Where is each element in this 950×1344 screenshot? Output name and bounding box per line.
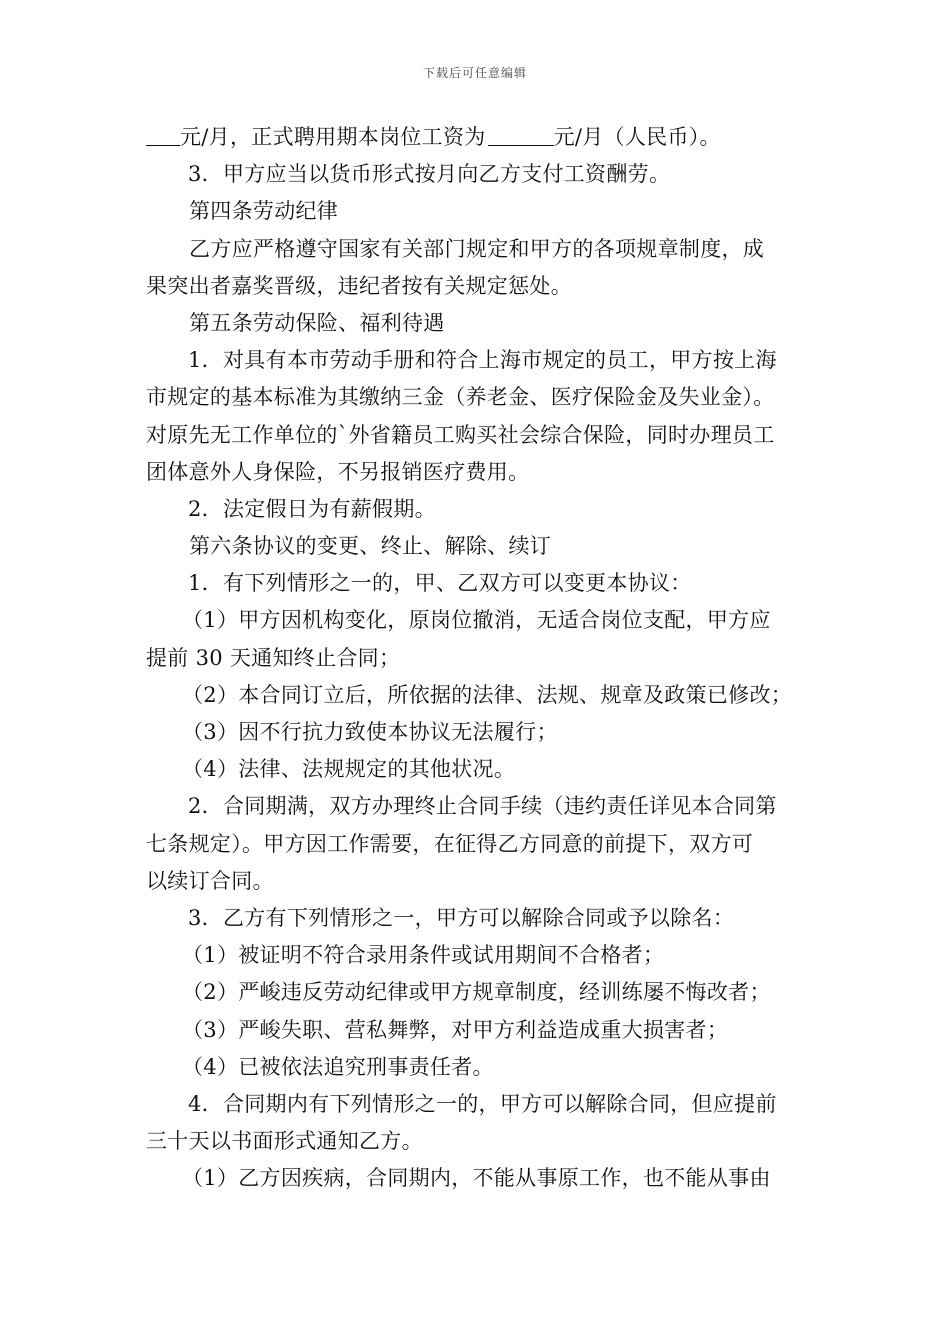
paragraph-line: 3．甲方应当以货币形式按月向乙方支付工资酬劳。 [188, 162, 671, 187]
paragraph-line: 果突出者嘉奖晋级，违纪者按有关规定惩处。 [146, 273, 572, 298]
list-item: （2）严峻违反劳动纪律或甲方规章制度，经训练屡不悔改者； [182, 980, 771, 1005]
header-note: 下载后可任意编辑 [422, 66, 527, 80]
list-item: （1）被证明不符合录用条件或试用期间不合格者； [182, 943, 665, 968]
salary-text-a: 元/月，正式聘用期本岗位工资为 [180, 125, 486, 149]
salary-line [146, 119, 816, 156]
paragraph-line: 乙方应严格遵守国家有关部门规定和甲方的各项规章制度，成 [189, 236, 765, 261]
blank-field [488, 125, 554, 146]
section-heading: 第六条协议的变更、终止、解除、续订 [189, 534, 552, 559]
paragraph-line: 1．对具有本市劳动手册和符合上海市规定的员工，甲方按上海 [188, 348, 777, 373]
paragraph-line: 4．合同期内有下列情形之一的，甲方可以解除合同，但应提前 [188, 1091, 777, 1116]
salary-text-b: 元/月（人民币）。 [553, 125, 721, 149]
list-item: （4）法律、法规规定的其他状况。 [182, 757, 516, 782]
document-body [146, 119, 816, 1197]
list-item: （1）乙方因疾病，合同期内，不能从事原工作，也不能从事由 [182, 1166, 771, 1191]
paragraph-line: 对原先无工作单位的`外省籍员工购买社会综合保险，同时办理员工 [146, 422, 775, 447]
list-item: （4）已被依法追究刑事责任者。 [182, 1054, 494, 1079]
paragraph-line: 市规定的基本标准为其缴纳三金（养老金、医疗保险金及失业金）。 [146, 385, 775, 410]
paragraph-line: 3．乙方有下列情形之一，甲方可以解除合同或予以除名： [188, 905, 735, 930]
paragraph-line: 提前 30 天通知终止合同； [146, 645, 401, 670]
list-item: （3）因不行抗力致使本协议无法履行； [182, 720, 558, 744]
paragraph-line: 以续订合同。 [146, 868, 274, 893]
list-item: （1）甲方因机构变化，原岗位撤消，无适合岗位支配，甲方应 [182, 608, 771, 633]
section-heading: 第五条劳动保险、福利待遇 [189, 310, 445, 335]
paragraph-line: 1．有下列情形之一的，甲、乙双方可以变更本协议： [188, 571, 692, 596]
paragraph-line: 团体意外人身保险，不另报销医疗费用。 [146, 459, 530, 484]
list-item: （3）严峻失职、营私舞弊，对甲方利益造成重大损害者； [182, 1017, 729, 1042]
blank-field [146, 125, 180, 146]
paragraph-line: 三十天以书面形式通知乙方。 [146, 1129, 423, 1154]
paragraph-line: 七条规定）。甲方因工作需要，在征得乙方同意的前提下，双方可 [146, 831, 754, 856]
paragraph-line: 2．合同期满，双方办理终止合同手续（违约责任详见本合同第 [188, 794, 777, 819]
list-item: （2）本合同订立后，所依据的法律、法规、规章及政策已修改； [182, 682, 793, 707]
paragraph-line: 2．法定假日为有薪假期。 [188, 496, 436, 521]
section-heading: 第四条劳动纪律 [189, 199, 339, 224]
